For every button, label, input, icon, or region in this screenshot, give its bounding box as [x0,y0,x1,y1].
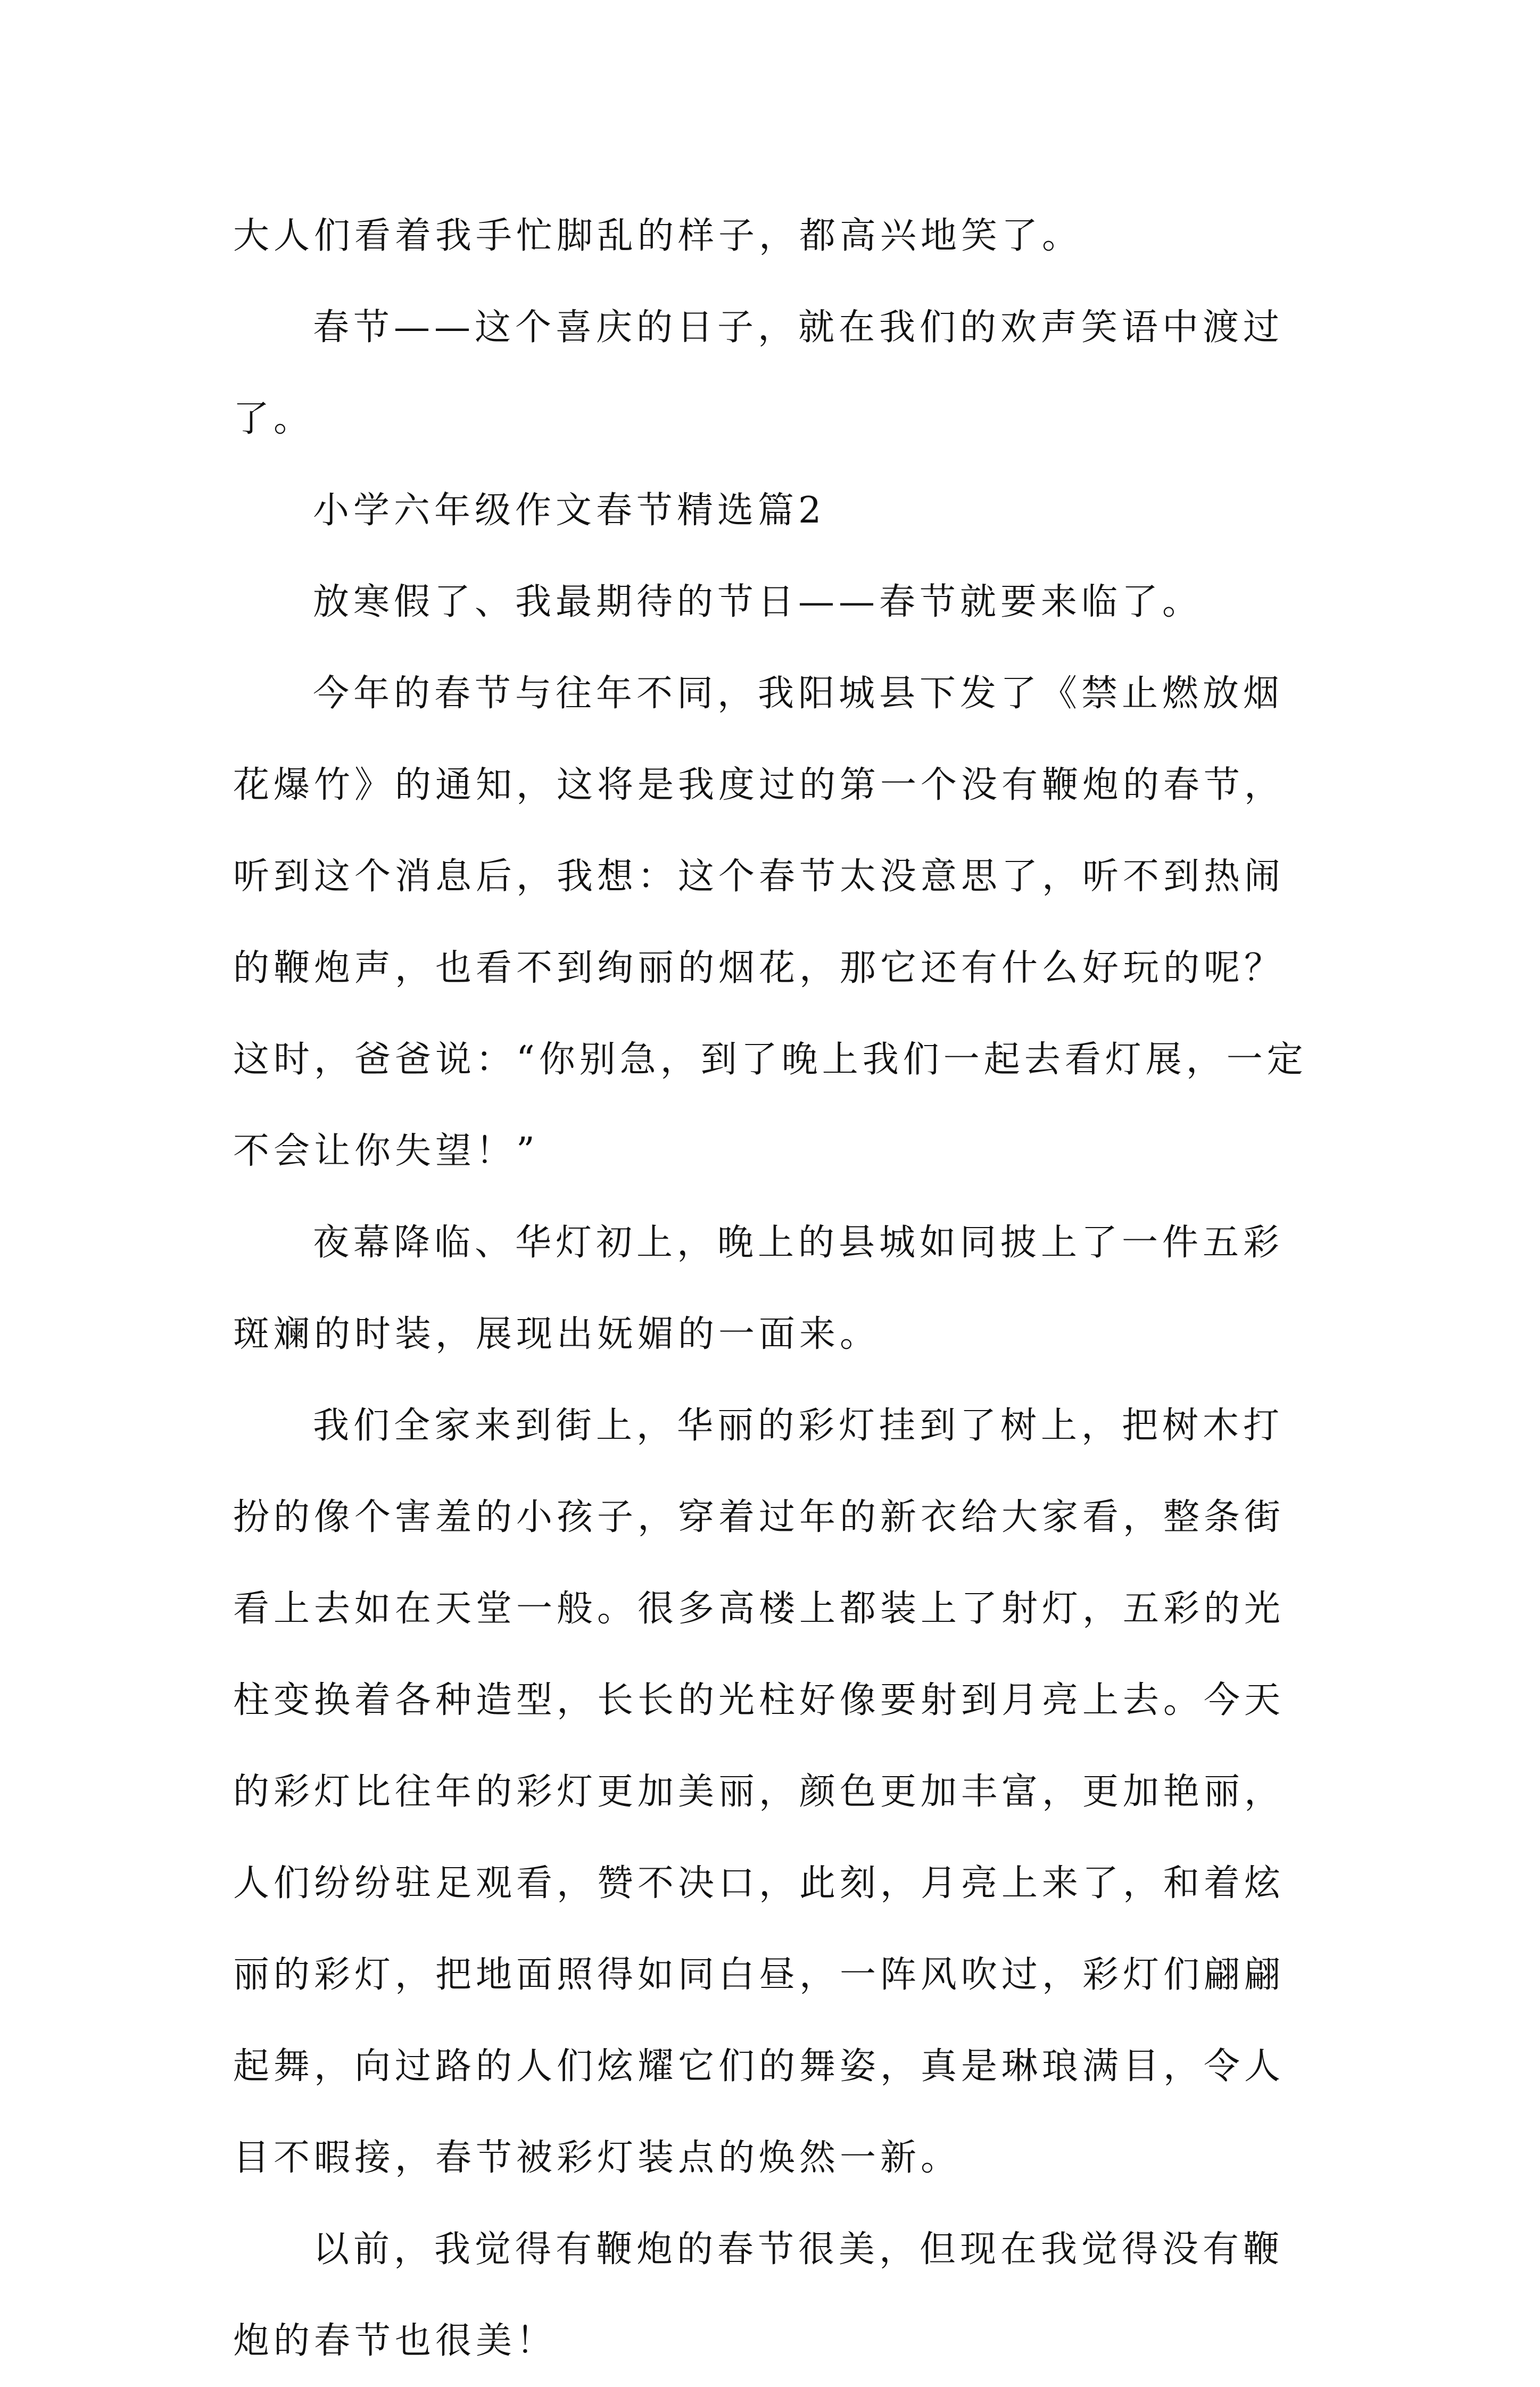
paragraph-5: 以前，我觉得有鞭炮的春节很美，但现在我觉得没有鞭炮的春节也很美！ [233,2228,1284,2362]
paragraph-3: 夜幕降临、华灯初上，晚上的县城如同披上了一件五彩斑斓的时装，展现出妩媚的一面来。 [233,1222,1284,1355]
paragraph-2: 今年的春节与往年不同，我阳城县下发了《禁止燃放烟花爆竹》的通知，这将是我度过的第一个没有鞭炮的春节，听到这个消息后，我想：这个春节太没意思了，听不到热闹的鞭炮声，也看不到绚丽的烟花，那它还有什么好玩的呢？这时，爸爸说：“你别急，到了晚上我们一起去看灯展，一定不会让你失望！” [233,673,1307,1172]
paragraph-continued: 大人们看着我手忙脚乱的样子，都高兴地笑了。 [233,215,1083,257]
document-body [233,190,1319,2387]
paragraph-4: 我们全家来到街上，华丽的彩灯挂到了树上，把树木打扮的像个害羞的小孩子，穿着过年的新衣给大家看，整条街看上去如在天堂一般。很多高楼上都装上了射灯，五彩的光柱变换着各种造型，长长的光柱好像要射到月亮上去。今天的彩灯比往年的彩灯更加美丽，颜色更加丰富，更加艳丽，人们纷纷驻足观看，赞不决口，此刻，月亮上来了，和着炫丽的彩灯，把地面照得如同白昼，一阵风吹过，彩灯们翩翩起舞，向过路的人们炫耀它们的舞姿，真是琳琅满目，令人目不暇接，春节被彩灯装点的焕然一新。 [233,1405,1285,2179]
paragraph-chunjie: 春节——这个喜庆的日子，就在我们的欢声笑语中渡过了。 [233,306,1284,440]
section-title: 小学六年级作文春节精选篇2 [313,490,826,532]
paragraph-1: 放寒假了、我最期待的节日——春节就要来临了。 [313,581,1203,623]
